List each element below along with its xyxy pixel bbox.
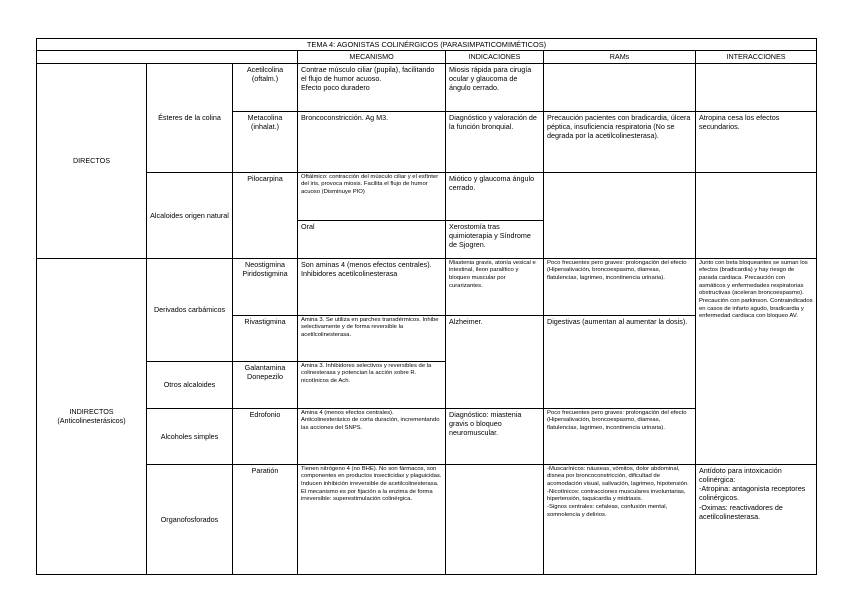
mecanismo-edrofonio: Amina 4 (menos efectos centrales). Anticolinesterásico de corta duración, incrementando las acciones del SNPS. bbox=[298, 408, 446, 464]
group-indirectos-sublabel: (Anticolinesterásicos) bbox=[57, 416, 126, 426]
indicacion-edrofonio: Diagnóstico: miastenia gravis o bloqueo neuromuscular. bbox=[446, 408, 544, 464]
mecanismo-otros-alcaloides: Amina 3. Inhibidores selectivos y reversibles de la colinesterasa y potencian la acción sobre R. nicotínicos de Ach. bbox=[298, 361, 446, 408]
header-interacciones: INTERACCIONES bbox=[696, 51, 817, 63]
mecanismo-paration-note: El mecanismo es por fijación a la enzima de forma irreversible: superestimulación colinérgica. bbox=[301, 488, 433, 503]
rams-acetilcolina-blank bbox=[544, 63, 696, 111]
group-indirectos-label: INDIRECTOS bbox=[69, 406, 114, 416]
group-directos: DIRECTOS bbox=[37, 63, 147, 258]
class-otros-alcaloides: Otros alcaloides bbox=[147, 361, 233, 408]
mecanismo-pilocarpina-oftalmico: Oftálmico: contracción del músculo ciliar y el esfínter del iris, provoca miosis. Facilita el flujo de humor acuoso (Disminuye PIO) bbox=[298, 172, 446, 220]
drug-neostigmina-label: Neostigmina bbox=[245, 259, 285, 269]
indicacion-rivastigmina: Alzheimer. bbox=[446, 315, 544, 408]
class-alcaloides-naturales: Alcaloides origen natural bbox=[147, 172, 233, 258]
table-title: TEMA 4: AGONISTAS COLINÉRGICOS (PARASIMPATICOMIMÉTICOS) bbox=[37, 39, 817, 51]
drug-rivastigmina: Rivastigmina bbox=[233, 315, 298, 361]
mecanismo-neostigmina-text: Son aminas 4 (menos efectos centrales). bbox=[301, 259, 432, 269]
rams-esteres: Precaución pacientes con bradicardia, úlcera péptica, insuficiencia respiratoria (No se degrada por la acetilcolinesterasa). bbox=[544, 111, 696, 172]
drug-donepezilo-label: Donepezilo bbox=[247, 371, 283, 381]
mecanismo-neostigmina bbox=[298, 258, 446, 315]
interacciones-paration-antidoto: Antídoto para intoxicación colinérgica: bbox=[699, 465, 782, 484]
interacciones-indirectos: Junto con beta bloqueantes se suman los efectos (bradicardia) y hay riesgo de parada cardiaca. Precaución con asmáticos y enfermedades respiratorias obstructivas (aceleran broncoespasmo). Precaución con parkinson. Contraindicados en casos de infarto agudo, bradicardia y enfermedad cardiaca con bloqueo AV. bbox=[696, 258, 817, 464]
header-blank bbox=[37, 51, 298, 63]
rams-pilocarpina-blank bbox=[544, 172, 696, 258]
pharmacology-table bbox=[36, 38, 817, 575]
header-mecanismo: MECANISMO bbox=[298, 51, 446, 63]
class-alcoholes-simples: Alcoholes simples bbox=[147, 408, 233, 464]
rams-neostigmina: Poco frecuentes pero graves: prolongación del efecto (Hipersalivación, broncoespasmo, diarreas, flatulencias, lagrimeo, incontinencia urinaria). bbox=[544, 258, 696, 315]
interacciones-esteres: Atropina cesa los efectos secundarios. bbox=[696, 111, 817, 172]
rams-paration-centrales: -Signos centrales: cefaleas, confusión mental, somnolencia y delirios. bbox=[547, 504, 668, 518]
rams-rivastigmina: Digestivas (aumentan al aumentar la dosis). bbox=[544, 315, 696, 408]
group-indirectos bbox=[37, 258, 147, 574]
class-esteres-colina: Ésteres de la colina bbox=[147, 63, 233, 172]
mecanismo-paration-text: Tienen nitrógeno 4 (no BHE). No son fármacos, son componentes en productos insecticidas y plaguicidas. Inducen inhibición irreversible de acetilcolinesterasa. bbox=[301, 465, 442, 488]
class-organofosforados: Organofosforados bbox=[147, 464, 233, 574]
interacciones-paration bbox=[696, 464, 817, 574]
indicacion-neostigmina: Miastenia gravis, atonía vesical e intestinal, íleon paralítico y bloqueo muscular por curarizantes. bbox=[446, 258, 544, 315]
rams-paration-muscarinicos: -Muscarínicos: náuseas, vómitos, dolor abdominal, disnea por broncoconstricción, dificultad de acomodación visual, salivación, lagrimeo, hipotensión. bbox=[547, 465, 689, 488]
rams-edrofonio: Poco frecuentes pero graves: prolongación del efecto (Hipersalivación, broncoespasmo, diarreas, flatulencias, lagrimeo, incontinencia urinaria). bbox=[544, 408, 696, 464]
drug-neostigmina bbox=[233, 258, 298, 315]
interacciones-acetilcolina-blank bbox=[696, 63, 817, 111]
rams-paration bbox=[544, 464, 696, 574]
mecanismo-acetilcolina bbox=[298, 63, 446, 111]
drug-galantamina-label: Galantamina bbox=[244, 362, 286, 372]
drug-piridostigmina-label: Piridostigmina bbox=[242, 268, 288, 278]
indicacion-paration-blank bbox=[446, 464, 544, 574]
interacciones-paration-oximas: -Oximas: reactivadores de acetilcolinesterasa. bbox=[699, 502, 783, 521]
indicacion-pilocarpina-oral: Xerostomía tras quimioterapia y Síndrome de Sjogren. bbox=[446, 220, 544, 258]
mecanismo-pilocarpina-oral: Oral bbox=[298, 220, 446, 258]
rams-paration-nicotinicos: -Nicotínicos: contracciones musculares involuntarias, hipertensión, taquicardia y midriasis. bbox=[547, 488, 686, 503]
drug-paration: Paratión bbox=[233, 464, 298, 574]
header-rams: RAMs bbox=[544, 51, 696, 63]
drug-acetilcolina: Acetilcolina (oftalm.) bbox=[233, 63, 298, 111]
mecanismo-neostigmina-note: Inhibidores acetilcolinesterasa bbox=[301, 268, 398, 278]
drug-metacolina: Metacolina (inhalat.) bbox=[233, 111, 298, 172]
interacciones-paration-atropina: -Atropina: antagonista receptores colinérgicos. bbox=[699, 484, 806, 503]
indicacion-pilocarpina-oftalmico: Miótico y glaucoma ángulo cerrado. bbox=[446, 172, 544, 220]
drug-edrofonio: Edrofonio bbox=[233, 408, 298, 464]
header-indicaciones: INDICACIONES bbox=[446, 51, 544, 63]
indicacion-acetilcolina: Miosis rápida para cirugía ocular y glaucoma de ángulo cerrado. bbox=[446, 63, 544, 111]
mecanismo-metacolina: Broncoconstricción. Ag M3. bbox=[298, 111, 446, 172]
interacciones-pilocarpina-blank bbox=[696, 172, 817, 258]
drug-pilocarpina: Pilocarpina bbox=[233, 172, 298, 258]
drug-galantamina-donepezilo bbox=[233, 361, 298, 408]
mecanismo-acetilcolina-text: Contrae músculo ciliar (pupila), facilitando el flujo de humor acuoso. bbox=[301, 64, 435, 83]
mecanismo-paration bbox=[298, 464, 446, 574]
mecanismo-rivastigmina: Amina 3. Se utiliza en parches transdérmicos. Inhibe selectivamente y de forma reversible la acetilcolinesterasa. bbox=[298, 315, 446, 361]
mecanismo-acetilcolina-note: Efecto poco duradero bbox=[301, 83, 370, 93]
indicacion-metacolina: Diagnóstico y valoración de la función bronquial. bbox=[446, 111, 544, 172]
class-derivados-carbamicos: Derivados carbámicos bbox=[147, 258, 233, 361]
